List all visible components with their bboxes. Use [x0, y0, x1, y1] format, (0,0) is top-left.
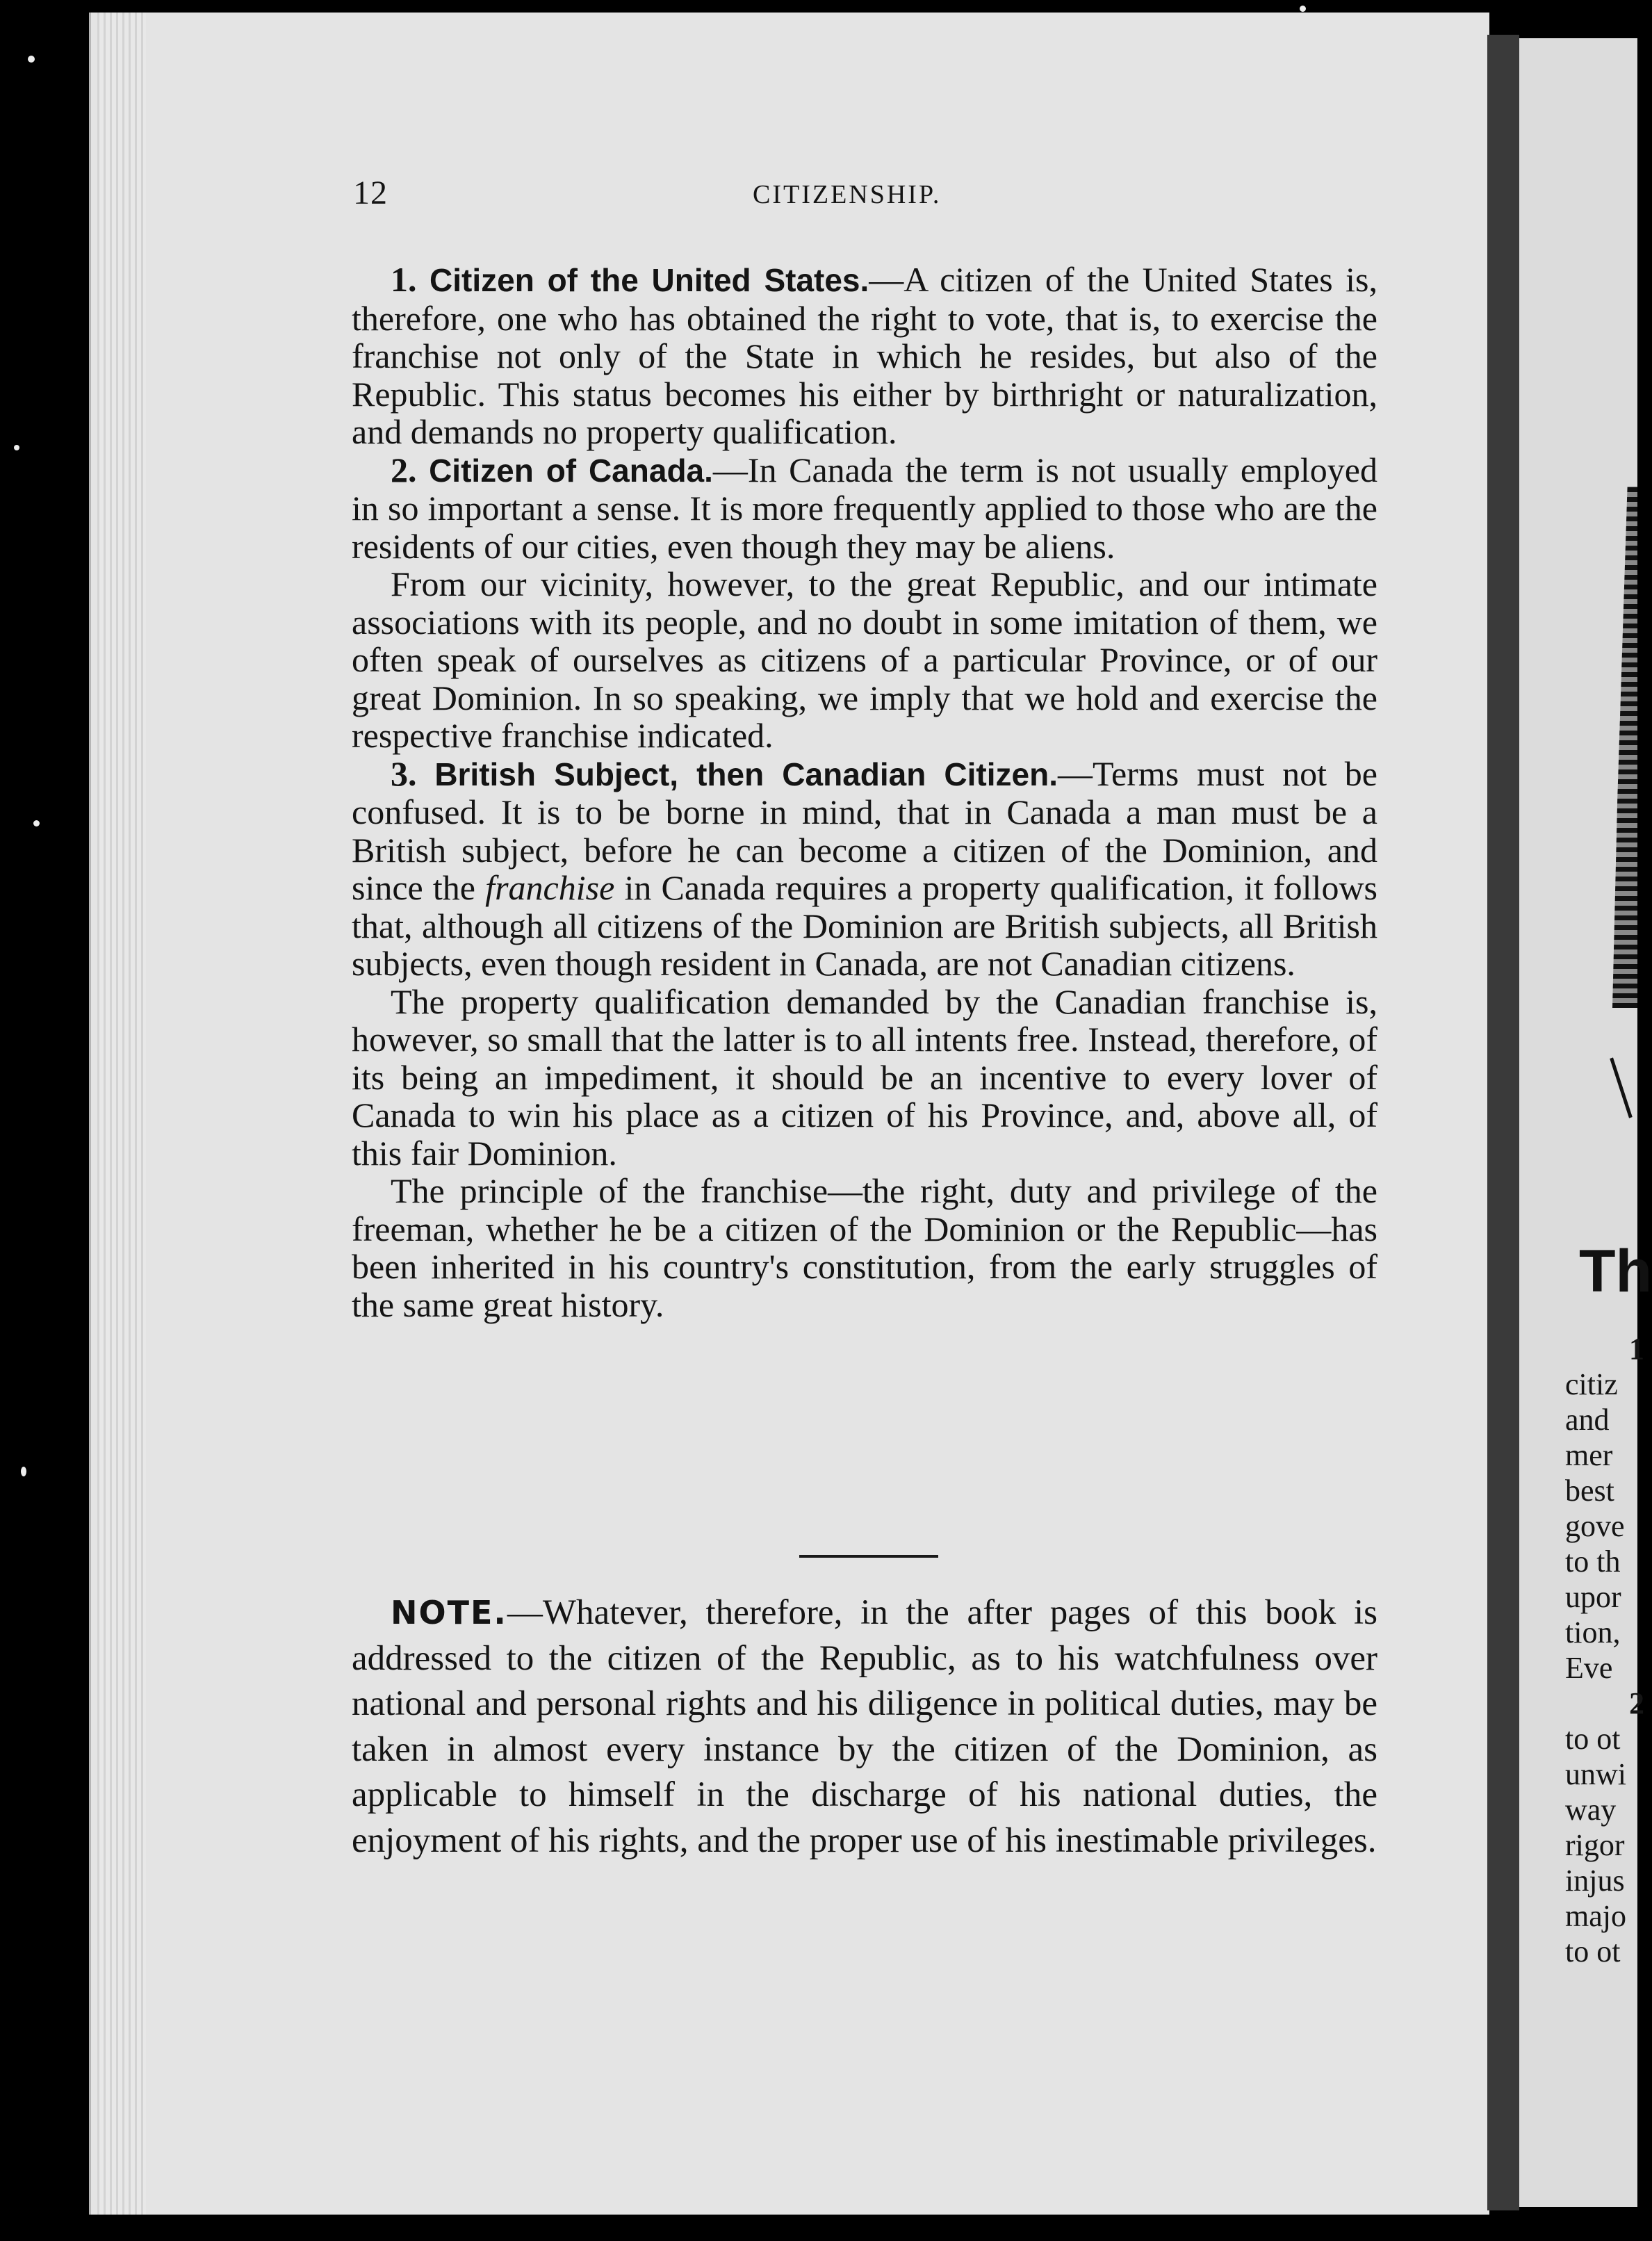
page-number: 12 [353, 174, 388, 211]
section-number: 1. [391, 260, 417, 299]
facing-page-line: majo [1565, 1899, 1626, 1933]
facing-page-line: mer [1565, 1438, 1613, 1472]
facing-page-line: 1 [1629, 1332, 1644, 1366]
page-header [353, 174, 1375, 215]
note-label: NOTE. [391, 1594, 507, 1631]
scan-speck [1300, 6, 1306, 12]
page-edge-stack [97, 13, 146, 2215]
scan-speck [14, 445, 19, 450]
scan-speck [33, 820, 40, 826]
section-heading: Citizen of the United States. [430, 262, 869, 298]
facing-page-line: upor [1565, 1580, 1621, 1614]
facing-page-line: to ot [1565, 1722, 1621, 1756]
facing-page-line: tion, [1565, 1615, 1621, 1649]
facing-page-line: injus [1565, 1864, 1625, 1898]
scan-speck [28, 56, 35, 63]
section-1-paragraph [352, 261, 1377, 451]
section-2-paragraph [352, 451, 1377, 566]
facing-page-text [1565, 1331, 1644, 1969]
facing-page-heading: Th [1579, 1238, 1652, 1305]
italic-term: franchise [485, 868, 615, 907]
body-paragraph: From our vicinity, however, to the great Republic, and our intimate associations with its people, and no doubt in some imitation of them, we often speak of ourselves as citizens of a particular Province, or of our great Dominion. In so speaking, we imply that we hold and exercise the respective franchise indicated. [352, 564, 1377, 755]
facing-page-line: citiz [1565, 1367, 1618, 1401]
note-block [352, 1590, 1377, 1864]
page-body [352, 261, 1377, 1323]
section-text: —Terms must not be confused. It is to be borne in mind, that in Canada a man must be a British subject, before he can become a citizen of the Dominion, and since the [352, 753, 1377, 907]
facing-page-line: to ot [1565, 1934, 1621, 1969]
facing-page-line: and [1565, 1403, 1610, 1437]
body-paragraph: The property qualification demanded by the Canadian franchise is, however, so small that the latter is to all intents free. Instead, therefore, of its being an impediment, it should be an incentive to every lover of Canada to win his place as a citizen of his Province, and, above all, of this fair Dominion. [352, 981, 1377, 1173]
section-text: —In Canada the term is not usually employed in so important a sense. It is more frequently applied to those who are the residents of our cities, even though they may be aliens. [352, 450, 1378, 566]
section-3-paragraph [352, 755, 1377, 983]
note-paragraph [352, 1590, 1377, 1864]
section-heading: British Subject, then Canadian Citizen. [434, 756, 1058, 792]
facing-page-line: way [1565, 1793, 1617, 1827]
book-gutter [1487, 35, 1519, 2210]
section-text: in Canada requires a property qualification, it follows that, although all citizens of the Dominion are British subjects, all British subjects, even though resident in Canada, are not Canadian citizens. [352, 868, 1378, 983]
facing-page-line: best [1565, 1474, 1614, 1508]
facing-page-line: gove [1565, 1509, 1625, 1543]
scan-speck [21, 1467, 26, 1476]
section-number: 2. [391, 450, 417, 489]
section-heading: Citizen of Canada. [429, 452, 713, 489]
section-text: —A citizen of the United States is, therefore, one who has obtained the right to vote, that is, to exercise the franchise not only of the State in which he resides, but also of the Republic. This status becomes his either by birthright or naturalization, and demands no property qualification. [352, 260, 1378, 451]
facing-page-line: unwi [1565, 1757, 1626, 1791]
section-divider [799, 1555, 938, 1558]
facing-page-line: 2 [1629, 1686, 1644, 1720]
note-text: —Whatever, therefore, in the after pages of this book is addressed to the citizen of the Republic, as to his watchfulness over national and personal rights and his diligence in political duties, may be taken in almost every instance by the citizen of the Dominion, as applicable to himself in the discharge of his national duties, the enjoyment of his rights, and the proper use of his inestimable privileges. [352, 1593, 1377, 1860]
facing-page-line: rigor [1565, 1828, 1625, 1862]
facing-page-line: Eve [1565, 1651, 1613, 1685]
section-number: 3. [391, 753, 417, 793]
body-paragraph: The principle of the franchise—the right, duty and privilege of the freeman, whether he be a citizen of the Dominion or the Republic—has been inherited in his country's constitution, from the early struggles of the same great history. [352, 1171, 1377, 1324]
running-head: CITIZENSHIP. [753, 180, 942, 209]
facing-page-line: to th [1565, 1545, 1621, 1579]
